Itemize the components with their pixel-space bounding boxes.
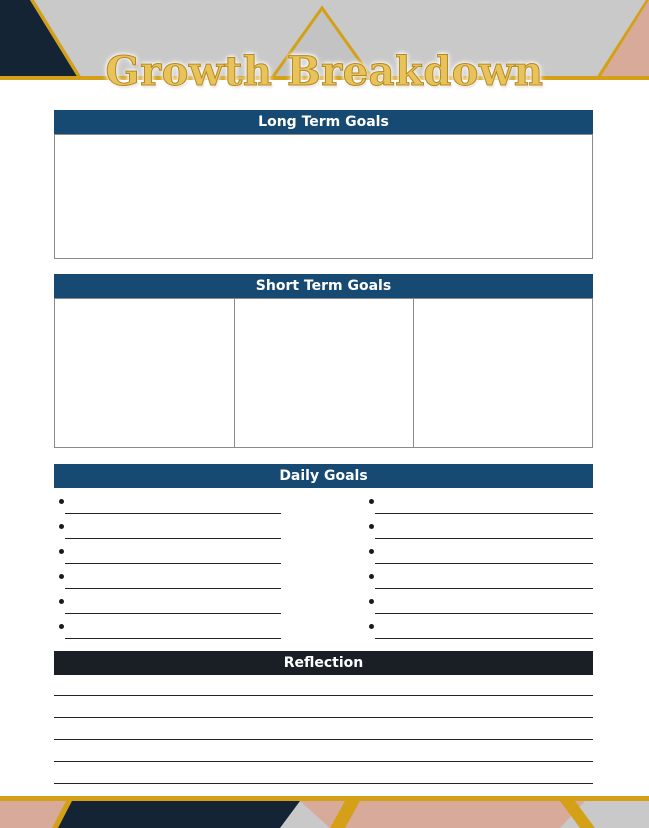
daily-goal-bullet — [369, 599, 374, 604]
reflection-line[interactable] — [54, 695, 593, 696]
daily-goals-header: Daily Goals — [54, 464, 593, 488]
daily-goal-line[interactable] — [65, 588, 281, 589]
daily-goal-line[interactable] — [65, 538, 281, 539]
daily-goal-line[interactable] — [375, 513, 593, 514]
daily-goal-bullet — [59, 524, 64, 529]
daily-goal-line[interactable] — [65, 513, 281, 514]
short-term-column-divider — [413, 298, 414, 448]
daily-goal-bullet — [59, 549, 64, 554]
long-term-goals-header: Long Term Goals — [54, 110, 593, 134]
daily-goal-bullet — [59, 599, 64, 604]
reflection-header: Reflection — [54, 651, 593, 675]
bottom-decorative-banner — [0, 796, 649, 828]
reflection-line[interactable] — [54, 783, 593, 784]
daily-goal-bullet — [59, 574, 64, 579]
daily-goal-bullet — [369, 574, 374, 579]
daily-goal-bullet — [369, 624, 374, 629]
daily-goal-bullet — [59, 624, 64, 629]
daily-goal-line[interactable] — [375, 538, 593, 539]
long-term-goals-box[interactable] — [54, 134, 593, 259]
daily-goal-line[interactable] — [375, 613, 593, 614]
daily-goal-bullet — [369, 499, 374, 504]
daily-goal-line[interactable] — [65, 613, 281, 614]
daily-goal-bullet — [369, 549, 374, 554]
daily-goal-line[interactable] — [375, 638, 593, 639]
short-term-goals-header: Short Term Goals — [54, 274, 593, 298]
short-term-goals-box — [54, 298, 593, 448]
daily-goal-bullet — [59, 499, 64, 504]
daily-goal-line[interactable] — [65, 563, 281, 564]
reflection-line[interactable] — [54, 739, 593, 740]
daily-goal-line[interactable] — [375, 588, 593, 589]
reflection-line[interactable] — [54, 717, 593, 718]
page-title: Growth Breakdown — [105, 48, 544, 95]
short-term-column-divider — [234, 298, 235, 448]
daily-goal-line[interactable] — [65, 638, 281, 639]
reflection-line[interactable] — [54, 761, 593, 762]
daily-goal-line[interactable] — [375, 563, 593, 564]
daily-goal-bullet — [369, 524, 374, 529]
